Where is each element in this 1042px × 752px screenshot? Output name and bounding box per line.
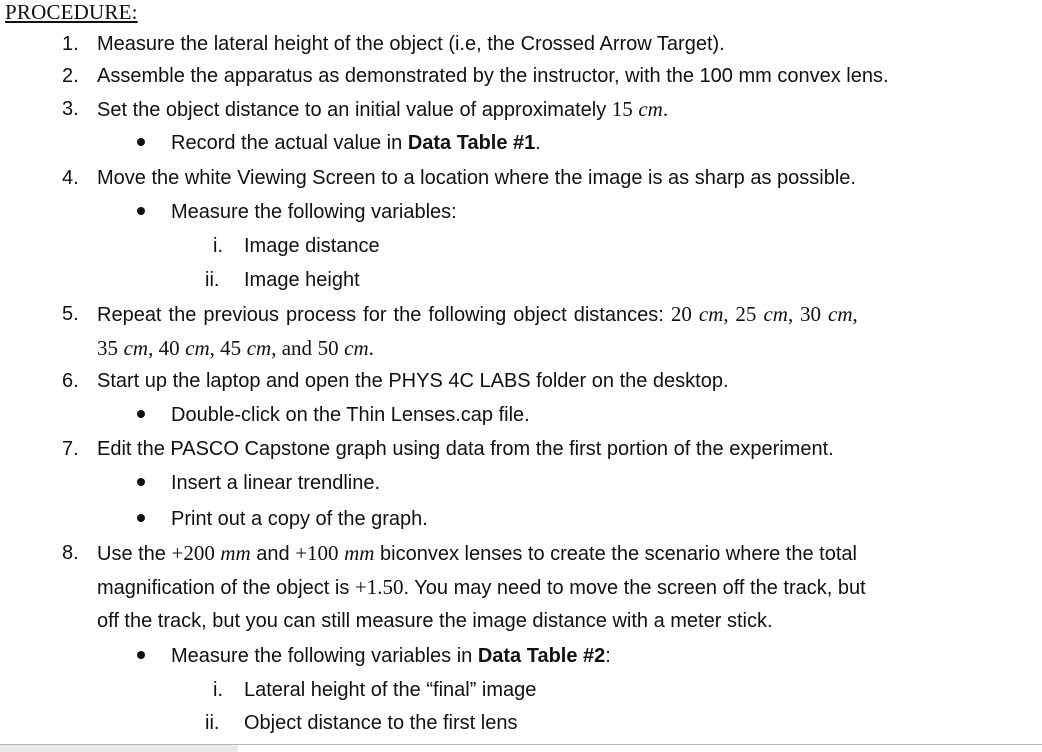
bullet-icon <box>137 207 145 215</box>
step-number: 1. <box>62 33 79 55</box>
roman-item-text: Lateral height of the “final” image <box>244 679 537 701</box>
roman-item <box>213 677 223 703</box>
roman-number: ii. <box>205 269 220 291</box>
step-6-note: Double-click on the Thin Lenses.cap file. <box>171 404 530 426</box>
roman-number: i. <box>213 235 223 257</box>
step-text: Repeat the previous process for the following object distances: 20 cm, 25 cm, 30 cm, <box>97 302 858 326</box>
bullet-icon <box>137 514 145 522</box>
procedure-heading: PROCEDURE: <box>5 0 138 24</box>
roman-item-text: Image height <box>244 269 360 291</box>
bullet-icon <box>137 138 145 146</box>
step-text: Start up the laptop and open the PHYS 4C LABS folder on the desktop. <box>97 370 729 392</box>
bullet-icon <box>137 478 145 486</box>
step-number: 7. <box>62 438 79 460</box>
step-number: 2. <box>62 65 79 87</box>
step-number: 3. <box>62 98 79 120</box>
step-3-note: Record the actual value in Data Table #1. <box>171 132 541 154</box>
roman-item-text: Image distance <box>244 235 380 257</box>
roman-item-text: Object distance to the first lens <box>244 712 518 734</box>
roman-item <box>205 267 219 293</box>
roman-item <box>205 710 219 736</box>
step-8-line-2: magnification of the object is +1.50. You may need to move the screen off the track, but <box>97 575 866 599</box>
step-text: Assemble the apparatus as demonstrated by the instructor, with the 100 mm convex lens. <box>97 65 889 87</box>
step-8-line-3: off the track, but you can still measure the image distance with a meter stick. <box>97 610 773 632</box>
step-text: Use the +200 mm and +100 mm biconvex lenses to create the scenario where the total <box>97 541 857 565</box>
bottom-panel <box>0 744 238 752</box>
step-8-note: Measure the following variables in Data Table #2: <box>171 645 611 667</box>
bullet-icon <box>137 651 145 659</box>
bottom-scroll-area <box>0 742 1042 752</box>
roman-number: i. <box>213 679 223 701</box>
step-number: 8. <box>62 542 79 564</box>
step-7-note: Insert a linear trendline. <box>171 472 381 494</box>
step-5-continued: 35 cm, 40 cm, 45 cm, and 50 cm. <box>97 336 374 360</box>
step-text: Move the white Viewing Screen to a location where the image is as sharp as possible. <box>97 167 856 189</box>
step-text: Measure the lateral height of the object (i.e, the Crossed Arrow Target). <box>97 33 725 55</box>
step-number: 4. <box>62 167 79 189</box>
roman-item <box>213 233 223 259</box>
roman-number: ii. <box>205 712 220 734</box>
step-number: 6. <box>62 370 79 392</box>
bullet-icon <box>137 410 145 418</box>
step-number: 5. <box>62 303 79 325</box>
step-text: Set the object distance to an initial value of approximately 15 cm. <box>97 97 669 121</box>
bottom-divider <box>0 744 1042 745</box>
step-text: Edit the PASCO Capstone graph using data from the first portion of the experiment. <box>97 438 834 460</box>
step-7-note: Print out a copy of the graph. <box>171 508 428 530</box>
step-4-note: Measure the following variables: <box>171 201 457 223</box>
